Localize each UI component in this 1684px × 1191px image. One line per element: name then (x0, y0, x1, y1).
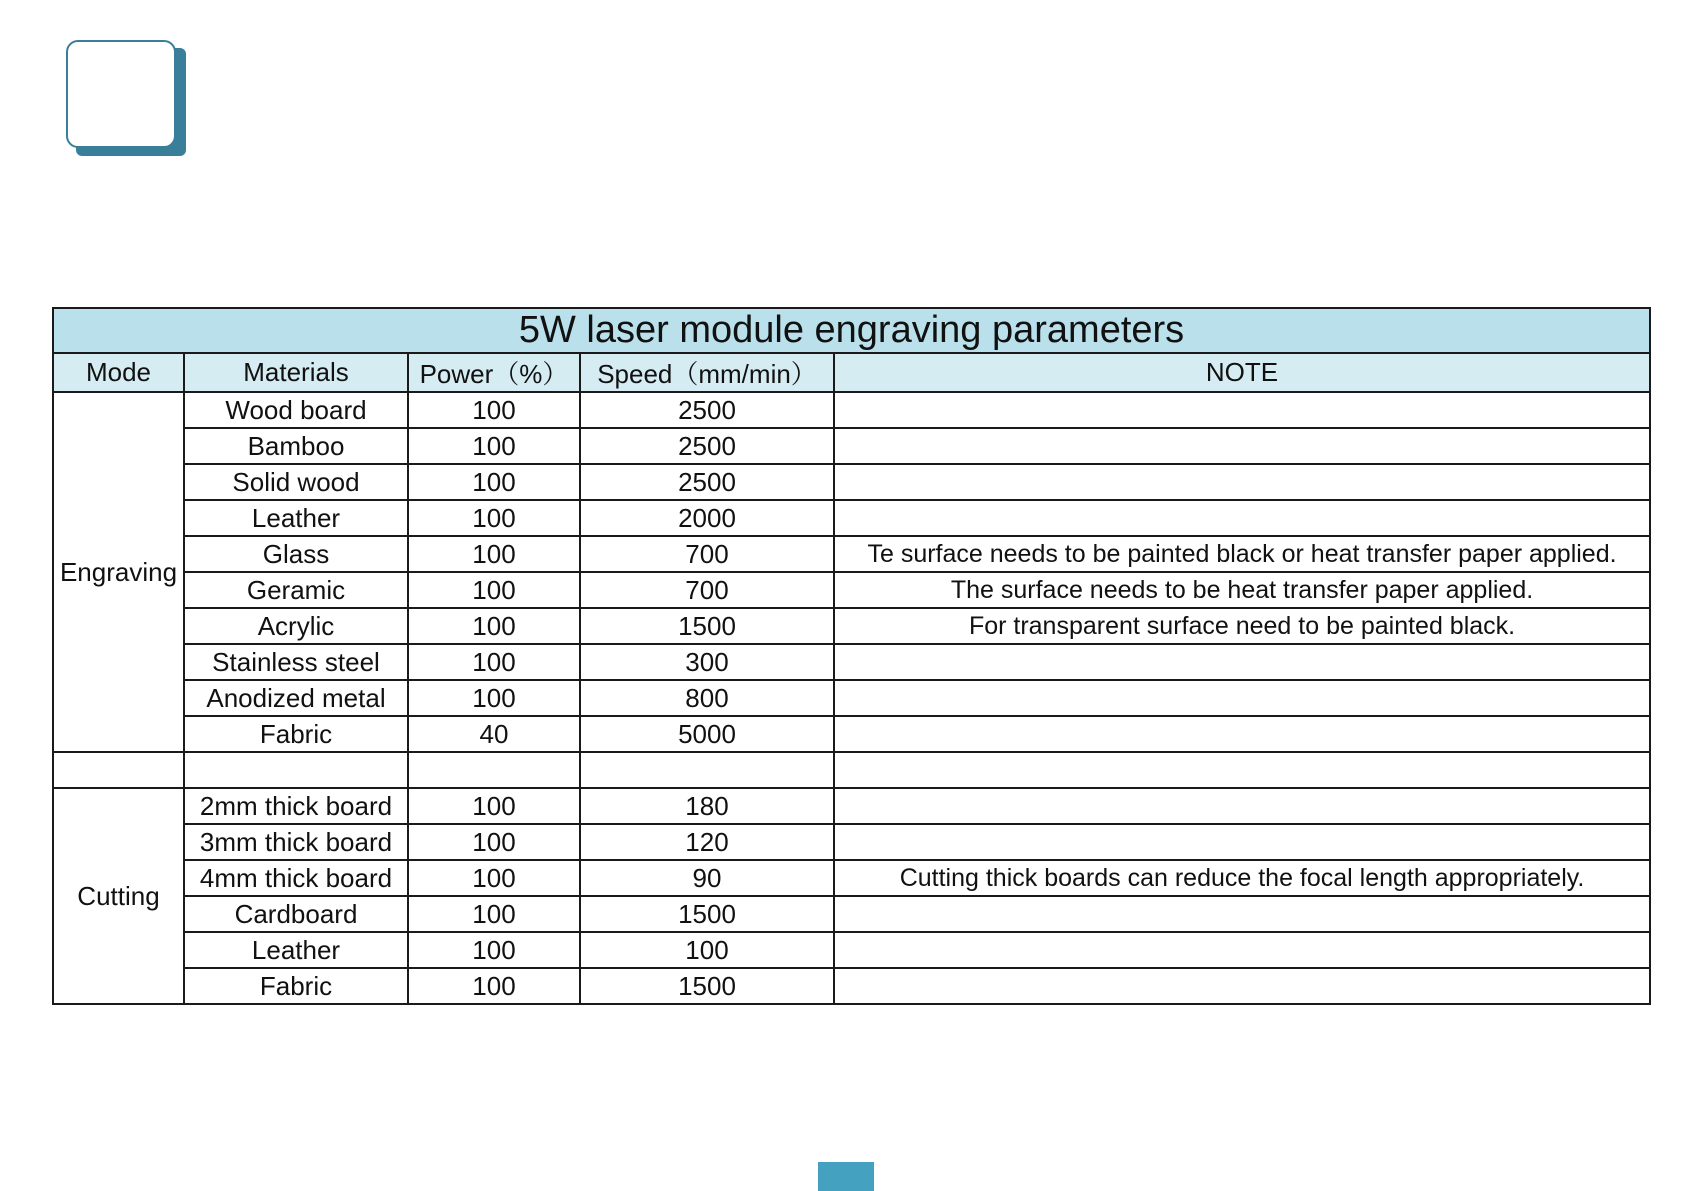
power-cell: 100 (408, 536, 580, 572)
header-speed: Speed（mm/min） (580, 353, 834, 392)
power-cell: 100 (408, 644, 580, 680)
header-mode: Mode (53, 353, 184, 392)
power-cell: 100 (408, 428, 580, 464)
spacer-cell (53, 752, 184, 788)
table-body (53, 392, 1650, 1004)
spacer-cell (580, 752, 834, 788)
material-cell: Solid wood (184, 464, 408, 500)
material-cell: Leather (184, 932, 408, 968)
material-cell: 4mm thick board (184, 860, 408, 896)
power-cell: 100 (408, 392, 580, 428)
material-cell: Geramic (184, 572, 408, 608)
note-cell (834, 392, 1650, 428)
spacer-row (53, 752, 1650, 788)
table-title: 5W laser module engraving parameters (53, 308, 1650, 353)
material-cell: Leather (184, 500, 408, 536)
material-cell: Cardboard (184, 896, 408, 932)
table-row (53, 644, 1650, 680)
speed-cell: 2000 (580, 500, 834, 536)
note-cell (834, 464, 1650, 500)
power-cell: 40 (408, 716, 580, 752)
note-cell: For transparent surface need to be painted black. (834, 608, 1650, 644)
note-cell (834, 644, 1650, 680)
material-cell: Anodized metal (184, 680, 408, 716)
table-row (53, 428, 1650, 464)
note-cell (834, 932, 1650, 968)
table-row (53, 896, 1650, 932)
speed-cell: 1500 (580, 896, 834, 932)
speed-cell: 5000 (580, 716, 834, 752)
note-cell (834, 968, 1650, 1004)
power-cell: 100 (408, 788, 580, 824)
note-cell (834, 896, 1650, 932)
material-cell: Fabric (184, 716, 408, 752)
power-cell: 100 (408, 680, 580, 716)
note-cell (834, 788, 1650, 824)
material-cell: Wood board (184, 392, 408, 428)
table-row (53, 860, 1650, 896)
speed-cell: 1500 (580, 968, 834, 1004)
table-row (53, 968, 1650, 1004)
speed-cell: 300 (580, 644, 834, 680)
note-cell (834, 716, 1650, 752)
note-cell (834, 500, 1650, 536)
table-row (53, 536, 1650, 572)
note-cell (834, 824, 1650, 860)
power-cell: 100 (408, 572, 580, 608)
speed-cell: 1500 (580, 608, 834, 644)
header-power: Power（%） (408, 353, 580, 392)
table-row (53, 932, 1650, 968)
page-tab (818, 1162, 874, 1191)
power-cell: 100 (408, 896, 580, 932)
note-cell (834, 428, 1650, 464)
material-cell: Bamboo (184, 428, 408, 464)
table-row (53, 572, 1650, 608)
mode-cell-cutting: Cutting (53, 788, 184, 1004)
table-row (53, 788, 1650, 824)
material-cell: Stainless steel (184, 644, 408, 680)
note-cell: The surface needs to be heat transfer paper applied. (834, 572, 1650, 608)
box-icon (66, 40, 190, 158)
material-cell: Glass (184, 536, 408, 572)
table-row (53, 464, 1650, 500)
table-row (53, 824, 1650, 860)
mode-cell-engraving: Engraving (53, 392, 184, 752)
material-cell: Acrylic (184, 608, 408, 644)
box-icon-face (66, 40, 176, 148)
speed-cell: 120 (580, 824, 834, 860)
speed-cell: 2500 (580, 464, 834, 500)
header-materials: Materials (184, 353, 408, 392)
speed-cell: 700 (580, 572, 834, 608)
table-row (53, 500, 1650, 536)
speed-cell: 700 (580, 536, 834, 572)
table-row (53, 392, 1650, 428)
speed-cell: 2500 (580, 392, 834, 428)
power-cell: 100 (408, 464, 580, 500)
power-cell: 100 (408, 932, 580, 968)
spacer-cell (834, 752, 1650, 788)
table-row (53, 608, 1650, 644)
spacer-cell (408, 752, 580, 788)
power-cell: 100 (408, 608, 580, 644)
material-cell: 2mm thick board (184, 788, 408, 824)
speed-cell: 2500 (580, 428, 834, 464)
power-cell: 100 (408, 860, 580, 896)
speed-cell: 180 (580, 788, 834, 824)
speed-cell: 800 (580, 680, 834, 716)
parameters-table (52, 307, 1651, 1005)
power-cell: 100 (408, 824, 580, 860)
note-cell: Cutting thick boards can reduce the focal length appropriately. (834, 860, 1650, 896)
power-cell: 100 (408, 968, 580, 1004)
material-cell: 3mm thick board (184, 824, 408, 860)
note-cell (834, 680, 1650, 716)
header-note: NOTE (834, 353, 1650, 392)
speed-cell: 90 (580, 860, 834, 896)
speed-cell: 100 (580, 932, 834, 968)
table-row (53, 680, 1650, 716)
note-cell: Te surface needs to be painted black or heat transfer paper applied. (834, 536, 1650, 572)
table-row (53, 716, 1650, 752)
material-cell: Fabric (184, 968, 408, 1004)
power-cell: 100 (408, 500, 580, 536)
spacer-cell (184, 752, 408, 788)
